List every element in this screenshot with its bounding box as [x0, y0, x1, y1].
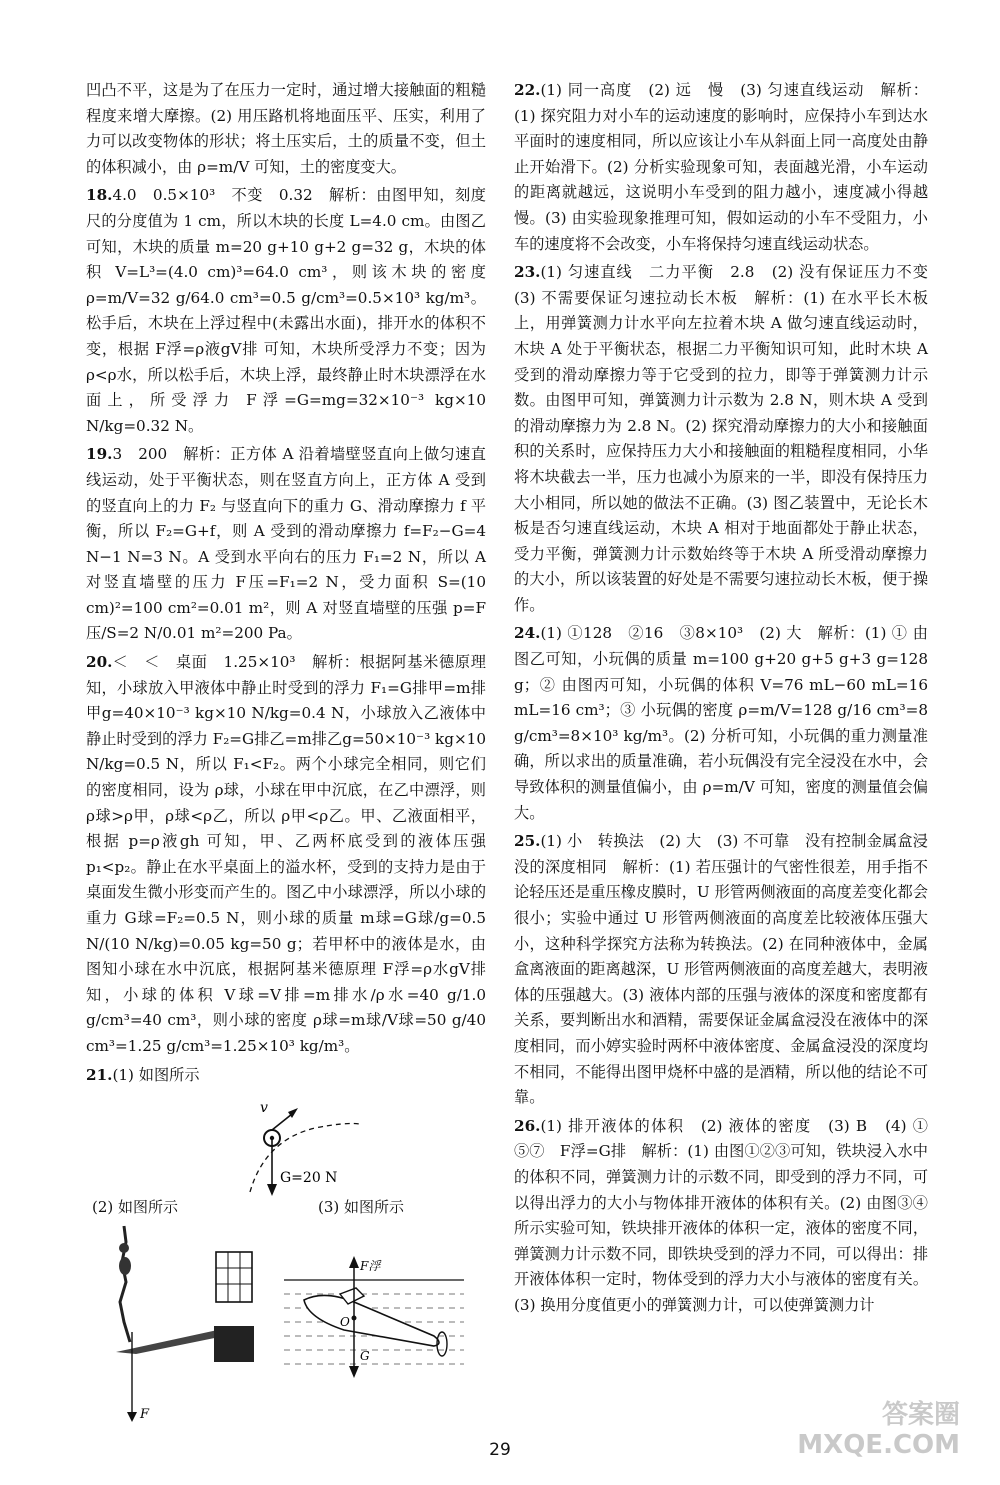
answer-20	[86, 650, 486, 1060]
answer-text: (1) 排开液体的体积 (2) 液体的密度 (3) B (4) ① ⑤⑦ F浮=G排 解析：(1) 由图①②③可知，铁块浸入水中的体积不同，弹簧测力计的示数不同，即受到的浮力不同，可以得出浮力的大小与物体排开液体的体积有关。(2) 由图③④所示实验可知，铁块排开液体的体积一定，液体的密度不同，弹簧测力计示数不同，即铁块受到的浮力不同，可以得出：排开液体体积一定时，物体受到的浮力大小与液体的密度有关。(3) 换用分度值更小的弹簧测力计，可以使弹簧测力计	[514, 1116, 944, 1314]
answer-text: (1) 如图所示	[112, 1065, 200, 1084]
answer-number: 19.	[86, 445, 113, 464]
figure-21-2-diver-diagram	[96, 1222, 256, 1422]
center-o-label: O	[340, 1315, 350, 1329]
answer-number: 25.	[514, 832, 541, 851]
figure-21-1-ball-diagram	[220, 1100, 380, 1200]
velocity-label: v	[260, 1100, 268, 1116]
page-number: 29	[489, 1440, 511, 1460]
right-column	[514, 78, 944, 1322]
answer-24	[514, 621, 928, 826]
answer-text: (1) 同一高度 (2) 远 慢 (3) 匀速直线运动 解析：(1) 探究阻力对小车的运动速度的影响时，应保持小车到达水平面时的速度相同，所以应该让小车从斜面上同一高度处由静止开始滑下。(2) 分析实验现象可知，表面越光滑，小车运动的距离就越远，这说明小车受到的阻力越小，速度减小得越慢。(3) 由实验现象推理可知，假如运动的小车不受阻力，小车的速度将不会改变，小车将保持匀速直线运动状态。	[514, 81, 928, 253]
answer-18	[86, 183, 486, 439]
answer-number: 24.	[514, 624, 541, 643]
gravity-label: G=20 N	[280, 1170, 338, 1186]
answer-text: 3 200 解析：正方体 A 沿着墙壁竖直向上做匀速直线运动，处于平衡状态，则在竖直方向上，正方体 A 受到的竖直向上的力 F₂ 与竖直向下的重力 G、滑动摩擦力 f 平衡，所以 F₂=G+f，则 A 受到的滑动摩擦力 f=F₂−G=4 N−1 N=3 N。A 受到水平向右的压力 F₁=2 N，所以 A 对竖直墙壁的压力 F压=F₁=2 N，受力面积 S=(10 cm)²=100 cm²=0.01 m²，则 A 对竖直墙壁的压强 p=F压/S=2 N/0.01 m²=200 Pa。	[86, 445, 486, 643]
answer-text: (1) 匀速直线 二力平衡 2.8 (2) 没有保证压力不变 (3) 不需要保证匀速拉动长木板 解析：(1) 在水平长木板上，用弹簧测力计水平向左拉着木块 A 做匀速直线运动时，木块 A 处于平衡状态，根据二力平衡知识可知，此时木块 A 受到的滑动摩擦力等于它受到的拉力，即等于弹簧测力计示数。由图甲可知，弹簧测力计示数为 2.8 N，则木块 A 受到的滑动摩擦力为 2.8 N。(2) 探究滑动摩擦力的大小和接触面积的关系时，应保持压力大小和接触面的粗糙程度相同，小华将木块截去一半，压力也减小为原来的一半，即没有保持压力大小相同，所以她的做法不正确。(3) 图乙装置中，无论长木板是否匀速直线运动，木块 A 相对于地面都处于静止状态，受力平衡，弹簧测力计示数始终等于木块 A 所受滑动摩擦力的大小，所以该装置的好处是不需要匀速拉动长木板，便于操作。	[514, 263, 944, 614]
answer-number: 22.	[514, 81, 541, 99]
answer-number: 23.	[514, 263, 541, 282]
answer-19	[86, 442, 486, 647]
answer-23	[514, 260, 944, 618]
answer-22	[514, 78, 928, 257]
answer-21	[86, 1063, 486, 1089]
answer-26	[514, 1114, 944, 1319]
gravity-g-label: G	[360, 1349, 370, 1363]
answer-text: (1) ①128 ②16 ③8×10³ (2) 大 解析：(1) ① 由图乙可知，小玩偶的质量 m=100 g+20 g+5 g+3 g=128 g；② 由图丙可知，小玩偶的体积 V=76 mL−60 mL=16 mL=16 cm³；③ 小玩偶的密度 ρ=m/V=128 g/16 cm³=8 g/cm³=8×10³ kg/m³。(2) 分析可知，小玩偶的重力测量准确，所以求出的质量准确，若小玩偶没有完全浸没在水中，会导致体积的测量值偏小，由 ρ=m/V 可知，密度的测量值会偏大。	[514, 624, 928, 822]
answer-text: (1) 小 转换法 (2) 大 (3) 不可靠 没有控制金属盒浸没的深度相同 解析：(1) 若压强计的气密性很差，用手指不论轻压还是重压橡皮膜时，U 形管两侧液面的高度差变化都会很小；实验中通过 U 形管两侧液面的高度差比较液体压强大小，这种科学探究方法称为转换法。(2) 在同种液体中，金属盒离液面的距离越深，U 形管两侧液面的高度差越大，表明液体的压强越大。(3) 液体内部的压强与液体的深度和密度都有关系，要判断出水和酒精，需要保证金属盒浸没在液体中的深度相同，而小婷实验时两杯中液体密度、金属盒浸没的深度均不相同，不能得出图甲烧杯中盛的是酒精，所以他的结论不可靠。	[514, 832, 928, 1107]
watermark-logo-text: 答案圈	[881, 1400, 960, 1430]
force-f-label: F	[140, 1407, 150, 1422]
answer-number: 21.	[86, 1065, 113, 1084]
answer-number: 20.	[86, 653, 113, 672]
answer-number: 18.	[86, 186, 113, 205]
watermark	[797, 1400, 960, 1460]
answer-text: ＜ ＜ 桌面 1.25×10³ 解析：根据阿基米德原理知，小球放入甲液体中静止时受到的浮力 F₁=G排甲=m排甲g=40×10⁻³ kg×10 N/kg=0.4 N，小球放入乙液体中静止时受到的浮力 F₂=G排乙=m排乙g=50×10⁻³ kg×10 N/kg=0.5 N，所以 F₁<F₂。两个小球完全相同，则它们的密度相同，设为 ρ球，小球在甲中沉底，在乙中漂浮，则 ρ球>ρ甲，ρ球<ρ乙，所以 ρ甲<ρ乙。甲、乙液面相平，根据 p=ρ液gh 可知，甲、乙两杯底受到的液体压强 p₁<p₂。静止在水平桌面上的溢水杯，受到的支持力是由于桌面发生微小形变而产生的。图乙中小球漂浮，所以小球的重力 G球=F₂=0.5 N，则小球的质量 m球=G球/g=0.5 N/(10 N/kg)=0.05 kg=50 g；若甲杯中的液体是水，由图知小球在水中沉底，根据阿基米德原理 F浮=ρ水gV排 知，小球的体积 V球=V排=m排水/ρ水=40 g/1.0 g/cm³=40 cm³，则小球的密度 ρ球=m球/V球=50 g/40 cm³=1.25 g/cm³=1.25×10³ kg/m³。	[86, 653, 486, 1055]
answer-number: 26.	[514, 1116, 541, 1135]
answer-17-continued: 凹凸不平，这是为了在压力一定时，通过增大接触面的粗糙程度来增大摩擦。(2) 用压路机将地面压平、压实，利用了力可以改变物体的形状；将土压实后，土的质量不变，但土的体积减小，由 ρ=m/V 可知，土的密度变大。	[86, 81, 486, 176]
buoyancy-label: F浮	[360, 1259, 381, 1273]
watermark-url: MXQE.COM	[797, 1430, 960, 1460]
left-column	[86, 78, 486, 1091]
figure-21-3-caption: (3) 如图所示	[318, 1198, 405, 1216]
figure-21-3-submarine-diagram	[284, 1254, 464, 1384]
answer-25	[514, 829, 928, 1111]
figure-21-2-caption: (2) 如图所示	[92, 1198, 179, 1216]
answer-text: 4.0 0.5×10³ 不变 0.32 解析：由图甲知，刻度尺的分度值为 1 cm，所以木块的长度 L=4.0 cm。由图乙可知，木块的质量 m=20 g+10 g+2 g=32 g，木块的体积 V=L³=(4.0 cm)³=64.0 cm³，则该木块的密度 ρ=m/V=32 g/64.0 cm³=0.5 g/cm³=0.5×10³ kg/m³。松手后，木块在上浮过程中(未露出水面)，排开水的体积不变，根据 F浮=ρ液gV排 可知，木块所受浮力不变；因为 ρ<ρ水，所以松手后，木块上浮，最终静止时木块漂浮在水面上，所受浮力 F浮=G=mg=32×10⁻³ kg×10 N/kg=0.32 N。	[86, 186, 486, 435]
